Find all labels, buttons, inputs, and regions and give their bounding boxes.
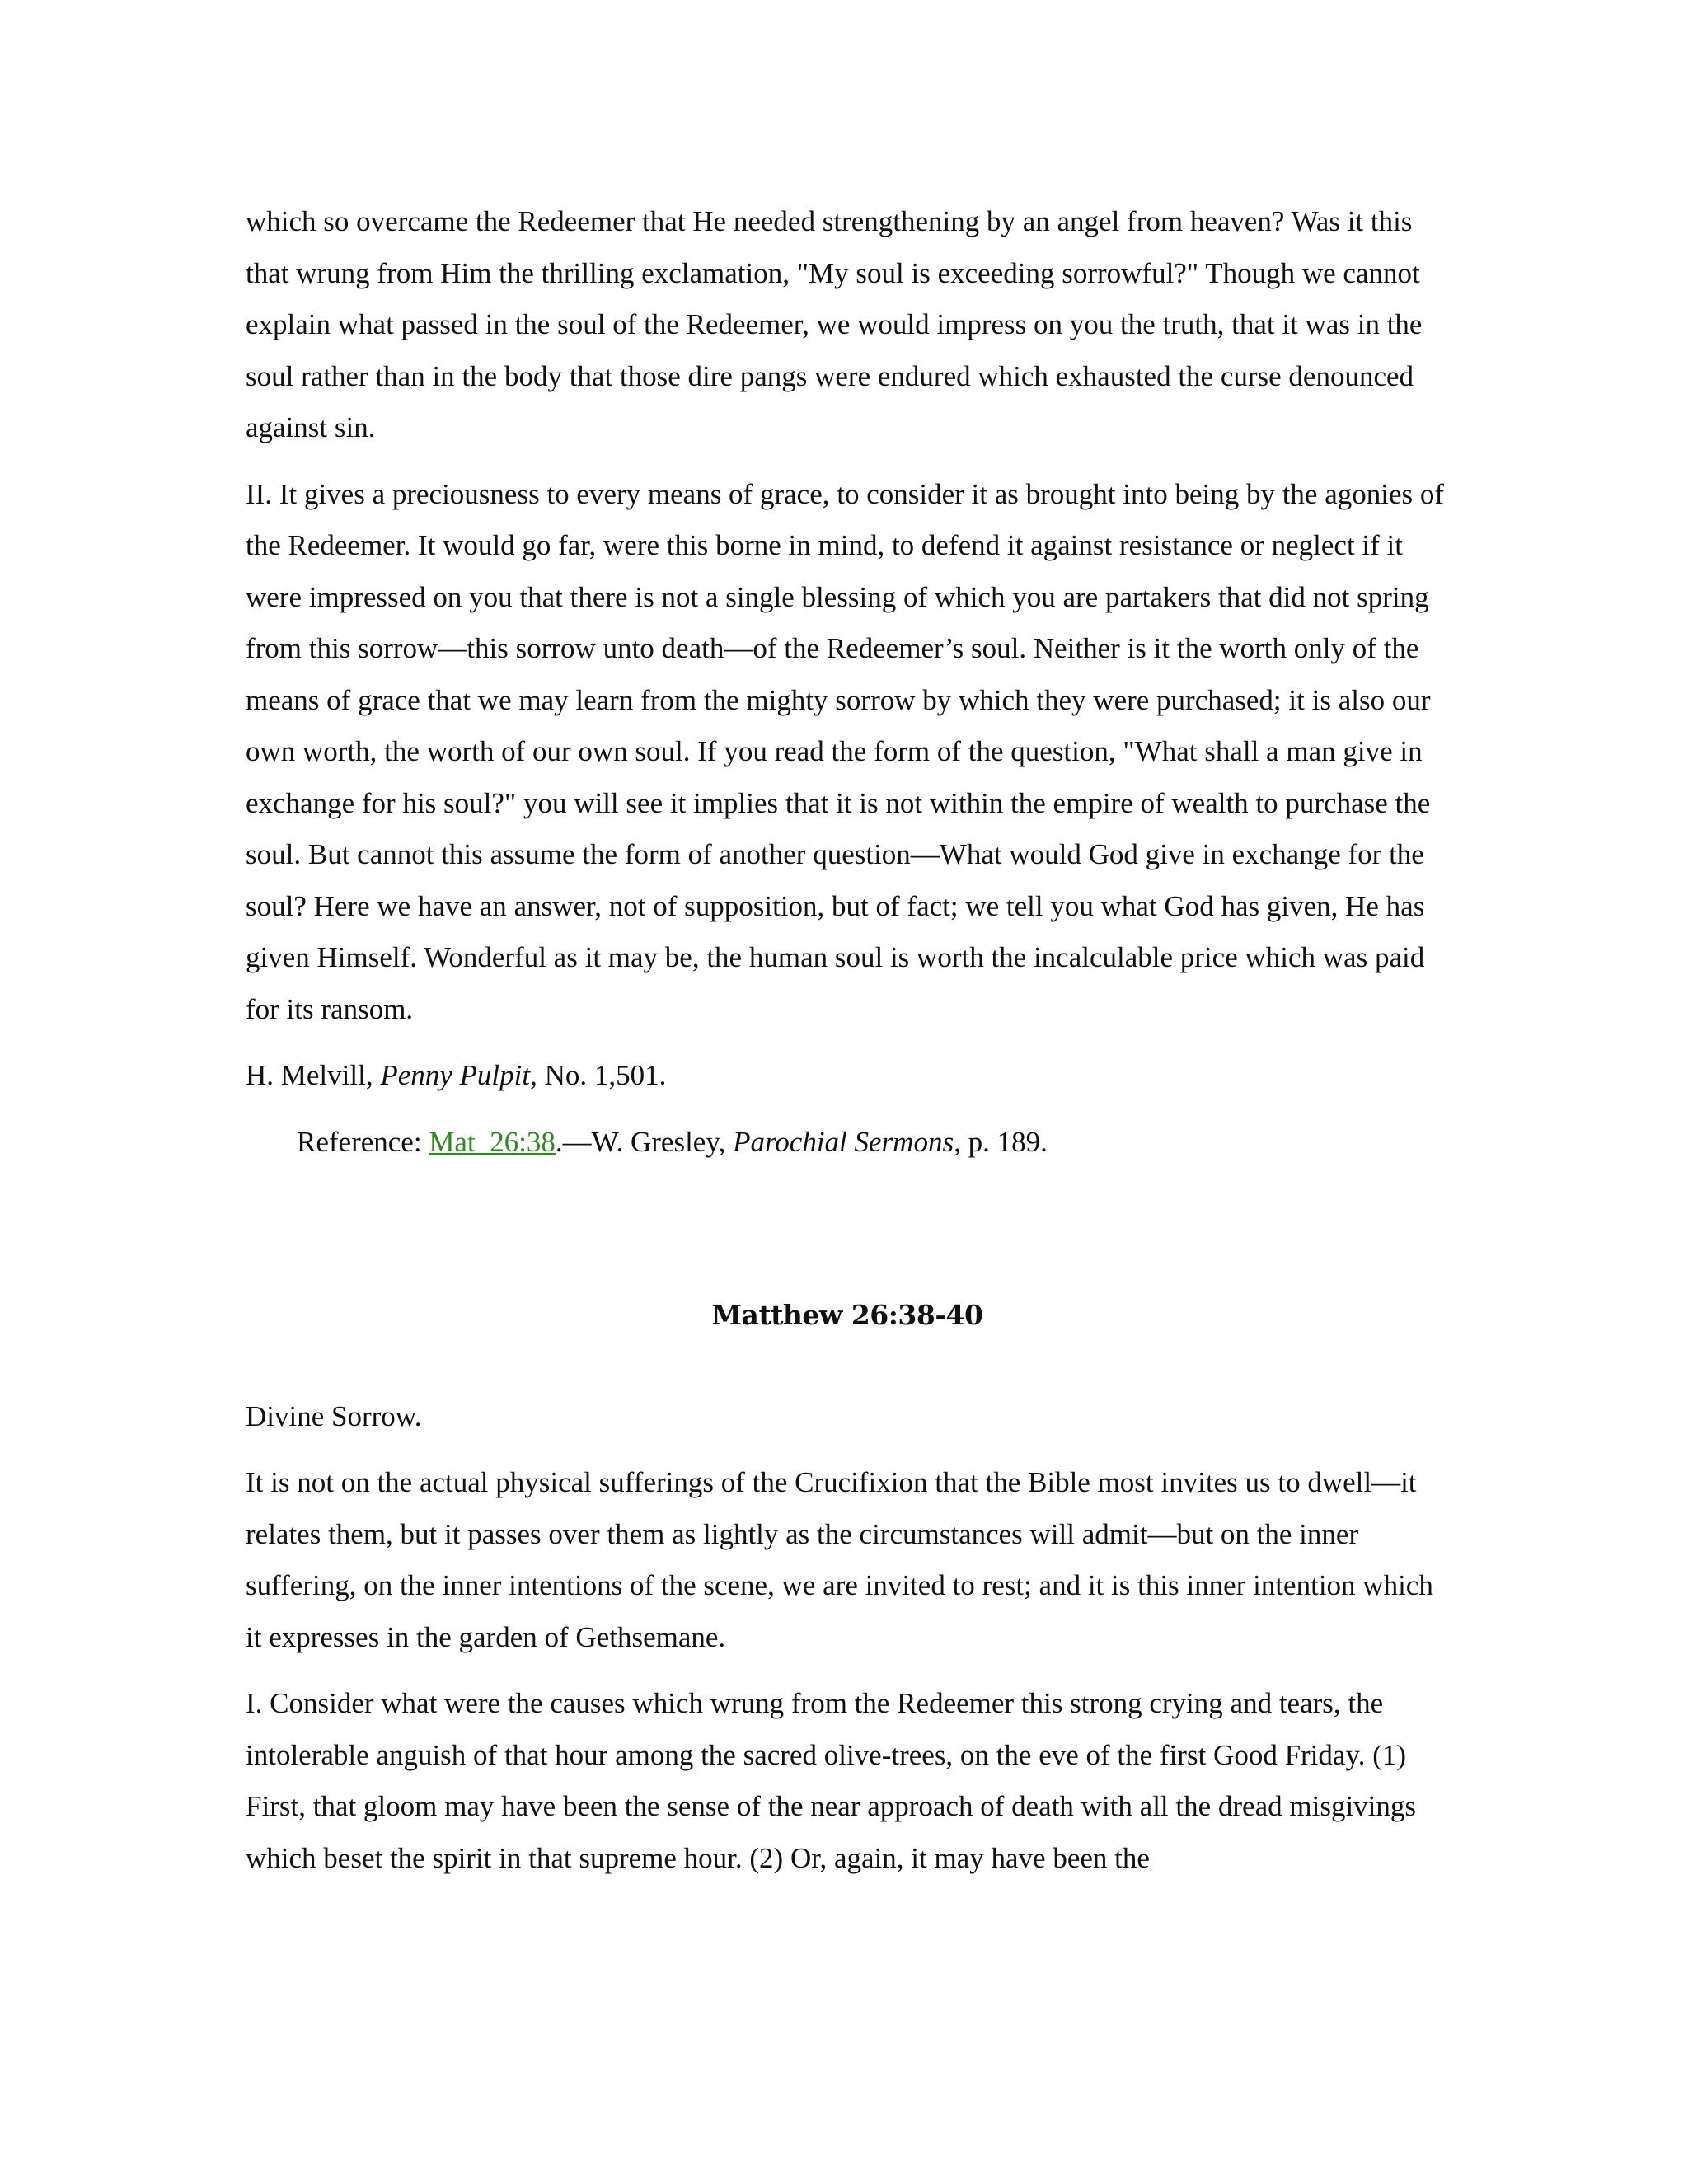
section-spacer <box>246 1183 1449 1290</box>
paragraph: which so overcame the Redeemer that He needed strengthening by an angel from heaven? Was it this that wrung from Him the thrilling exclamation, "My soul is exceeding sorrowful?" Though we cannot explain what passed in the soul of the Redeemer, we would impress on you the truth, that it was in the soul rather than in the body that those dire pangs were endured which exhausted the curse denounced against sin. <box>246 205 1423 443</box>
reference-prefix: Reference: <box>297 1125 429 1158</box>
attribution-rest: No. 1,501. <box>537 1059 667 1091</box>
reference-line <box>297 1117 1449 1169</box>
document-body <box>246 196 1449 1899</box>
paragraph: It is not on the actual physical sufferings of the Crucifixion that the Bible most invites us to dwell—it relates them, but it passes over them as lightly as the circumstances will admit—but on the inner suffering, on the inner intentions of the scene, we are invited to rest; and it is this inner intention which it expresses in the garden of Gethsemane. <box>246 1466 1433 1653</box>
section-heading: Matthew 26:38-40 <box>711 1299 983 1331</box>
attribution <box>246 1050 1449 1102</box>
paragraph: II. It gives a preciousness to every means of grace, to consider it as brought into being by the agonies of the Redeemer. It would go far, were this borne in mind, to defend it against resistance or neglect if it were impressed on you that there is not a single blessing of which you are partakers that did not spring from this sorrow—this sorrow unto death—of the Redeemer’s soul. Neither is it the worth only of the means of grace that we may learn from the mighty sorrow by which they were purchased; it is also our own worth, the worth of our own soul. If you read the form of the question, "What shall a man give in exchange for his soul?" you will see it implies that it is not within the empire of wealth to purchase the soul. But cannot this assume the form of another question—What would God give in exchange for the soul? Here we have an answer, not of supposition, but of fact; we tell you what God has given, He has given Himself. Wonderful as it may be, the human soul is worth the incalculable price which was paid for its ransom. <box>246 477 1445 1025</box>
paragraph: I. Consider what were the causes which wrung from the Redeemer this strong crying and tears, the intolerable anguish of that hour among the sacred olive-trees, on the eve of the first Good Friday. (1) First, that gloom may have been the sense of the near approach of death with all the dread misgivings which beset the spirit in that supreme hour. (2) Or, again, it may have been the <box>246 1687 1417 1874</box>
reference-middle: .—W. Gresley, <box>555 1125 734 1158</box>
attribution-author: H. Melvill, <box>246 1059 381 1091</box>
reference-work: Parochial Sermons, <box>733 1125 961 1158</box>
attribution-work: Penny Pulpit, <box>380 1059 537 1091</box>
scripture-link[interactable]: Mat_26:38 <box>429 1125 556 1158</box>
reference-suffix: p. 189. <box>960 1125 1048 1158</box>
section-subtitle: Divine Sorrow. <box>246 1399 422 1432</box>
heading-spacer <box>246 1342 1449 1391</box>
